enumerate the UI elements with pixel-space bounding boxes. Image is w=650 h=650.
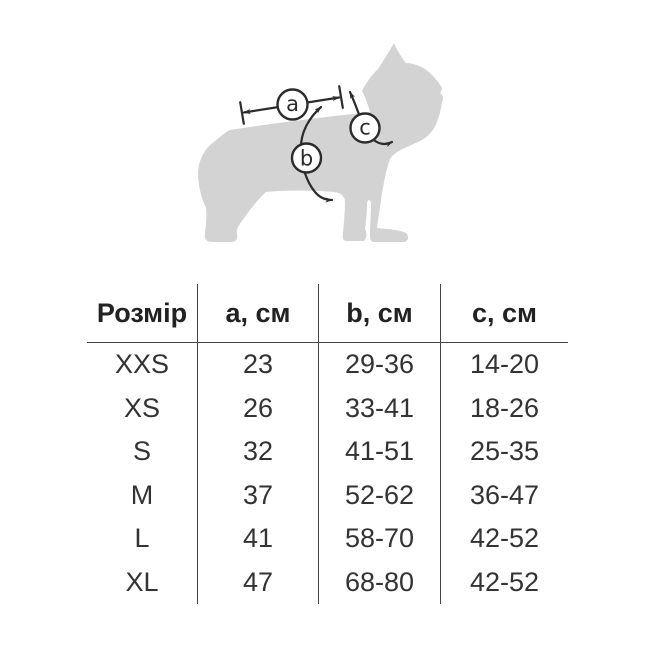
size-label: XS xyxy=(123,392,161,423)
value-c: 14-20 xyxy=(440,343,568,387)
dog-silhouette-icon xyxy=(198,43,443,242)
value-c: 18-26 xyxy=(440,387,568,431)
value-b: 68-80 xyxy=(318,561,440,605)
value-b: 33-41 xyxy=(318,387,440,431)
size-label: M xyxy=(130,479,154,510)
size-label: L xyxy=(134,523,150,554)
value-b: 41-51 xyxy=(318,430,440,474)
value-b: 58-70 xyxy=(318,517,440,561)
value-c: 25-35 xyxy=(440,430,568,474)
value-c: 36-47 xyxy=(440,474,568,518)
size-label: S xyxy=(132,436,151,467)
marker-c-label: c xyxy=(359,115,371,140)
header-size: Розмір xyxy=(87,284,197,343)
marker-a-label: a xyxy=(286,92,299,116)
header-a-cm: a, см xyxy=(197,284,318,343)
value-a: 32 xyxy=(197,430,318,474)
value-a: 23 xyxy=(197,343,318,387)
value-c: 42-52 xyxy=(440,517,568,561)
value-b: 29-36 xyxy=(318,343,440,387)
header-b-cm: b, см xyxy=(318,284,440,343)
value-a: 41 xyxy=(197,517,318,561)
value-c: 42-52 xyxy=(440,561,568,605)
value-a: 37 xyxy=(197,474,318,518)
value-a: 47 xyxy=(197,561,318,605)
value-b: 52-62 xyxy=(318,474,440,518)
value-a: 26 xyxy=(197,387,318,431)
header-c-cm: c, см xyxy=(440,284,568,343)
size-chart-table xyxy=(87,284,568,604)
size-label: XL xyxy=(125,566,159,597)
marker-b-label: b xyxy=(299,146,314,171)
size-label: XXS xyxy=(114,349,170,380)
